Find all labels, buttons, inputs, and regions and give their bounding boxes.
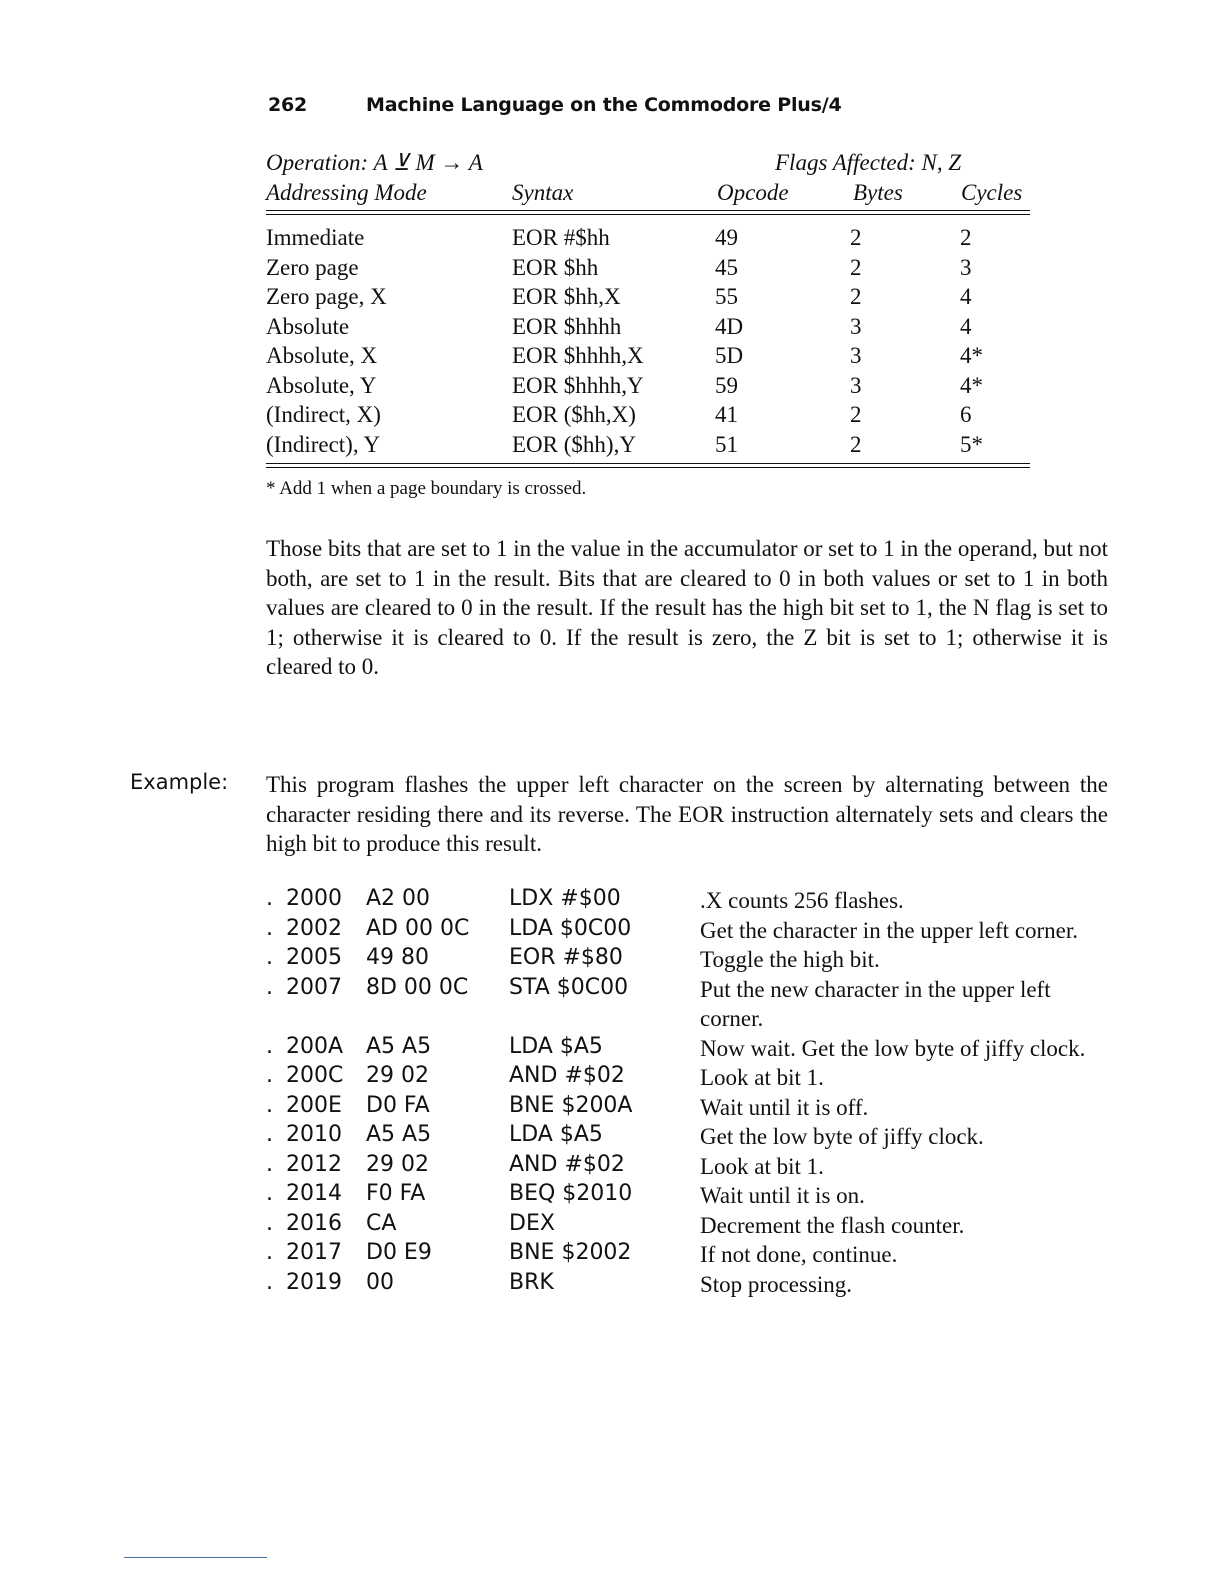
code-bytes: A5 A5 — [366, 1122, 432, 1147]
cell-syntax: EOR $hhhh,Y — [512, 372, 644, 398]
table-row — [266, 284, 1030, 314]
code-comment: Decrement the flash counter. — [700, 1212, 965, 1238]
code-address: 2019 — [286, 1269, 342, 1295]
header-bytes: Bytes — [853, 180, 903, 205]
cell-opcode: 49 — [715, 225, 738, 250]
code-comment: Wait until it is off. — [700, 1094, 869, 1120]
code-comment: Get the low byte of jiffy clock. — [700, 1124, 984, 1149]
operation-formula: Operation: A ⊻ M → A — [266, 150, 483, 175]
cell-syntax: EOR #$hh — [512, 225, 610, 250]
code-comment: Look at bit 1. — [700, 1065, 824, 1090]
code-line — [266, 1152, 1086, 1182]
cell-syntax: EOR $hhhh — [512, 313, 622, 339]
running-title: Machine Language on the Commodore Plus/4 — [366, 94, 842, 116]
code-bytes: A2 00 — [366, 886, 431, 911]
code-bytes: A5 A5 — [366, 1033, 432, 1059]
code-line — [266, 886, 1086, 916]
cell-opcode: 55 — [715, 284, 738, 309]
code-instruction: LDA $A5 — [509, 1033, 603, 1059]
cell-syntax: EOR $hhhh,X — [512, 343, 644, 368]
table-row — [266, 373, 1030, 403]
code-line — [266, 1063, 1086, 1093]
code-comment: Toggle the high bit. — [700, 947, 880, 972]
code-listing — [266, 886, 1086, 1299]
table-body — [266, 225, 1030, 461]
cell-bytes: 3 — [850, 343, 862, 368]
code-bytes: D0 E9 — [366, 1240, 432, 1265]
cell-opcode: 45 — [715, 254, 738, 280]
code-dot: . — [266, 886, 273, 911]
flags-affected: Flags Affected: N, Z — [775, 150, 962, 175]
example-label: Example: — [130, 770, 229, 794]
code-address: 2014 — [286, 1181, 342, 1206]
code-line — [266, 916, 1086, 946]
code-address: 200A — [286, 1033, 344, 1059]
cell-mode: Zero page, X — [266, 284, 387, 309]
code-bytes: 8D 00 0C — [366, 974, 469, 1000]
code-dot: . — [266, 1181, 273, 1206]
code-dot: . — [266, 945, 273, 970]
code-address: 2000 — [286, 886, 342, 911]
cell-opcode: 5D — [715, 343, 744, 368]
cell-bytes: 2 — [850, 225, 862, 250]
cell-mode: Zero page — [266, 254, 359, 280]
code-line — [266, 1211, 1086, 1241]
table-row — [266, 402, 1030, 432]
code-comment: Get the character in the upper left corner. — [700, 917, 1079, 943]
code-instruction: DEX — [509, 1210, 555, 1236]
page-number: 262 — [268, 94, 308, 116]
cell-syntax: EOR ($hh),Y — [512, 431, 636, 457]
code-instruction: BNE $200A — [509, 1092, 633, 1118]
code-instruction: BRK — [509, 1269, 554, 1295]
cell-opcode: 41 — [715, 402, 738, 427]
cell-cycles: 4 — [960, 284, 972, 309]
cell-mode: Absolute — [266, 313, 350, 339]
cell-mode: (Indirect), Y — [266, 431, 381, 457]
bottom-rule — [266, 463, 1030, 468]
code-instruction: LDA $0C00 — [509, 915, 632, 941]
cell-bytes: 2 — [850, 402, 862, 427]
table-row — [266, 314, 1030, 344]
code-instruction: LDX #$00 — [509, 886, 621, 911]
code-comment: If not done, continue. — [700, 1242, 898, 1267]
code-dot: . — [266, 1122, 273, 1147]
code-address: 200E — [286, 1092, 342, 1118]
cell-cycles: 4* — [960, 343, 983, 368]
code-line — [266, 945, 1086, 975]
code-instruction: STA $0C00 — [509, 974, 629, 1000]
cell-syntax: EOR $hh,X — [512, 284, 621, 309]
code-comment: Now wait. Get the low byte of jiffy clock. — [700, 1035, 1086, 1061]
cell-bytes: 2 — [850, 431, 862, 457]
code-dot: . — [266, 915, 273, 941]
page-header — [268, 94, 841, 116]
code-bytes: 29 02 — [366, 1151, 429, 1177]
code-bytes: 49 80 — [366, 945, 429, 970]
code-instruction: AND #$02 — [509, 1151, 625, 1177]
opcode-table — [266, 150, 1030, 468]
cell-mode: (Indirect, X) — [266, 402, 381, 427]
cell-bytes: 2 — [850, 254, 862, 280]
code-dot: . — [266, 1269, 273, 1295]
cell-opcode: 4D — [715, 313, 744, 339]
code-dot: . — [266, 1033, 273, 1059]
code-bytes: CA — [366, 1210, 397, 1236]
code-dot: . — [266, 1210, 273, 1236]
code-line — [266, 1034, 1086, 1064]
example-paragraph: This program flashes the upper left character on the screen by alternating between the character residing there and its reverse. The EOR instruction alternately sets and clears the high bit to produce this result. — [266, 772, 1108, 856]
code-instruction: EOR #$80 — [509, 945, 623, 970]
description-paragraph: Those bits that are set to 1 in the value in the accumulator or set to 1 in the operand, but not both, are set to 1 in the result. Bits that are cleared to 0 in both values or set to 1 in both values are cleared to 0 in the result. If the result has the high bit set to 1, the N flag is set to 1; otherwise it is cleared to 0. If the result is zero, the Z bit is set to 1; otherwise it is cleared to 0. — [266, 536, 1108, 679]
table-row — [266, 343, 1030, 373]
code-address: 200C — [286, 1063, 344, 1088]
header-syntax: Syntax — [512, 180, 574, 205]
code-bytes: 29 02 — [366, 1063, 429, 1088]
code-line — [266, 1122, 1086, 1152]
header-rule — [266, 210, 1030, 215]
cell-mode: Absolute, Y — [266, 372, 377, 398]
code-dot: . — [266, 1092, 273, 1118]
cell-mode: Immediate — [266, 225, 365, 250]
header-cycles: Cycles — [961, 180, 1023, 205]
code-address: 2002 — [286, 915, 342, 941]
cell-bytes: 3 — [850, 313, 862, 339]
code-line — [266, 1093, 1086, 1123]
cell-cycles: 3 — [960, 254, 972, 280]
code-address: 2012 — [286, 1151, 342, 1177]
cell-bytes: 3 — [850, 372, 862, 398]
code-bytes: 00 — [366, 1269, 394, 1295]
code-instruction: LDA $A5 — [509, 1122, 603, 1147]
cell-opcode: 59 — [715, 372, 738, 398]
cell-cycles: 4 — [960, 313, 972, 339]
code-line — [266, 1240, 1086, 1270]
code-address: 2010 — [286, 1122, 342, 1147]
table-row — [266, 432, 1030, 462]
cell-bytes: 2 — [850, 284, 862, 309]
cell-cycles: 5* — [960, 431, 983, 457]
code-address: 2007 — [286, 974, 342, 1000]
header-addressing-mode: Addressing Mode — [266, 180, 427, 205]
table-header-row — [266, 180, 1030, 210]
code-bytes: D0 FA — [366, 1092, 430, 1118]
code-dot: . — [266, 974, 273, 1000]
code-address: 2016 — [286, 1210, 342, 1236]
code-comment: Put the new character in the upper left corner. — [700, 976, 1051, 1031]
code-dot: . — [266, 1151, 273, 1177]
code-instruction: AND #$02 — [509, 1063, 625, 1088]
code-instruction: BEQ $2010 — [509, 1181, 633, 1206]
table-row — [266, 255, 1030, 285]
code-bytes: F0 FA — [366, 1181, 426, 1206]
header-opcode: Opcode — [717, 180, 789, 205]
cell-opcode: 51 — [715, 431, 738, 457]
cell-syntax: EOR ($hh,X) — [512, 402, 636, 427]
cell-mode: Absolute, X — [266, 343, 378, 368]
code-comment: Look at bit 1. — [700, 1153, 824, 1179]
code-instruction: BNE $2002 — [509, 1240, 632, 1265]
cell-cycles: 4* — [960, 372, 983, 398]
cell-cycles: 2 — [960, 225, 972, 250]
cell-syntax: EOR $hh — [512, 254, 599, 280]
code-comment: Wait until it is on. — [700, 1183, 865, 1208]
cell-cycles: 6 — [960, 402, 972, 427]
table-row — [266, 225, 1030, 255]
footer-rule — [124, 1557, 267, 1558]
operation-row — [266, 150, 1030, 180]
code-line — [266, 1181, 1086, 1211]
table-footnote: * Add 1 when a page boundary is crossed. — [266, 478, 587, 499]
code-comment: .X counts 256 flashes. — [700, 888, 904, 913]
code-dot: . — [266, 1063, 273, 1088]
code-bytes: AD 00 0C — [366, 915, 470, 941]
code-dot: . — [266, 1240, 273, 1265]
code-address: 2005 — [286, 945, 342, 970]
code-line — [266, 975, 1086, 1034]
code-comment: Stop processing. — [700, 1271, 853, 1297]
code-address: 2017 — [286, 1240, 342, 1265]
code-line — [266, 1270, 1086, 1300]
